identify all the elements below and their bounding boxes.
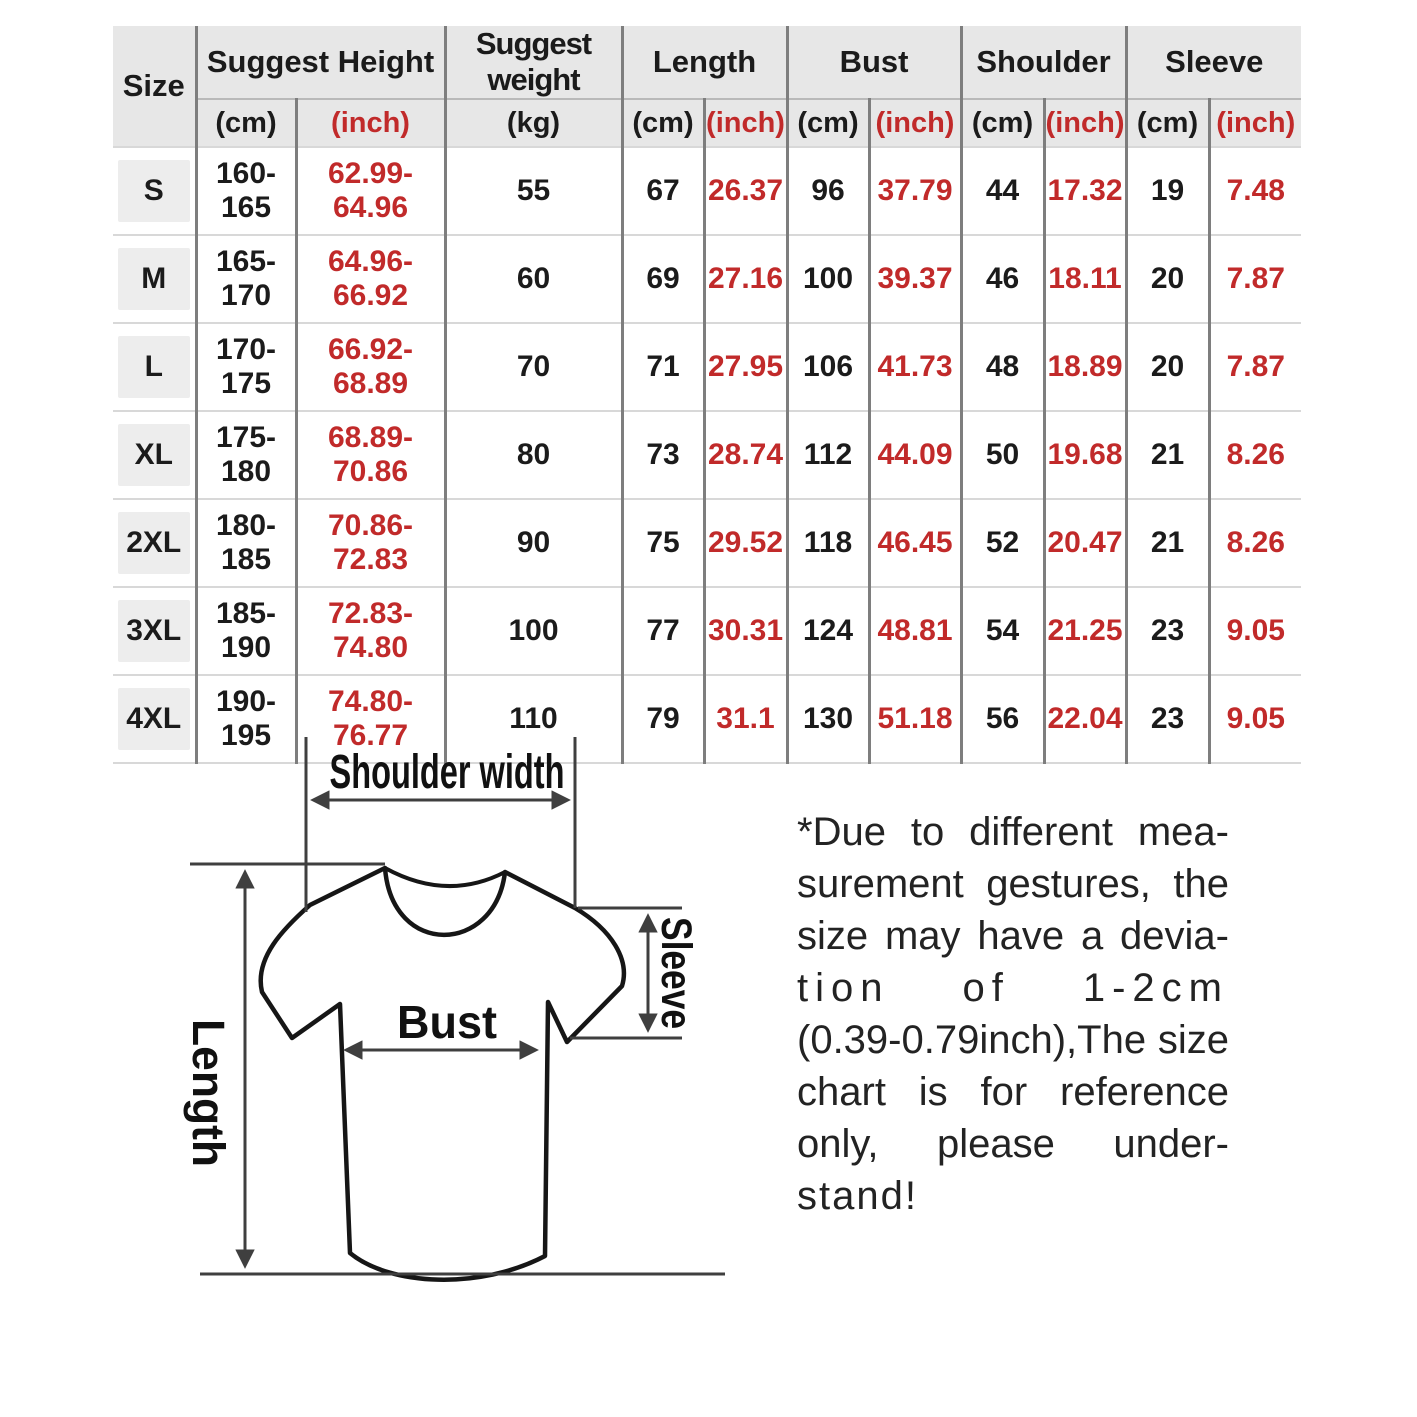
- tshirt-measurement-diagram: [100, 725, 780, 1350]
- cell-bust_cm: 106: [787, 323, 869, 411]
- cell-weight_kg: 70: [445, 323, 622, 411]
- cell-length_inch: 27.16: [704, 235, 787, 323]
- cell-bust_cm: 112: [787, 411, 869, 499]
- cell-shoulder_cm: 44: [961, 147, 1044, 235]
- disclaimer-line: size may have a devia-: [797, 914, 1229, 958]
- cell-sleeve_inch: 7.87: [1209, 235, 1301, 323]
- cell-length_cm: 77: [622, 587, 704, 675]
- unit-sleeve-inch: (inch): [1209, 99, 1301, 147]
- cell-sleeve_cm: 21: [1126, 411, 1209, 499]
- cell-bust_cm: 100: [787, 235, 869, 323]
- cell-height_inch: 64.96-66.92: [296, 235, 445, 323]
- cell-shoulder_cm: 56: [961, 675, 1044, 763]
- cell-weight_kg: 90: [445, 499, 622, 587]
- header-group-row: [113, 26, 1301, 99]
- cell-weight_kg: 60: [445, 235, 622, 323]
- size-chip: S: [118, 160, 190, 222]
- unit-length-inch: (inch): [704, 99, 787, 147]
- cell-height_inch: 72.83-74.80: [296, 587, 445, 675]
- col-header-suggest-weight: Suggest weight: [445, 26, 622, 99]
- cell-height_inch: 70.86-72.83: [296, 499, 445, 587]
- cell-bust_inch: 51.18: [869, 675, 961, 763]
- disclaimer-line: stand!: [797, 1174, 918, 1218]
- cell-sleeve_cm: 19: [1126, 147, 1209, 235]
- cell-length_inch: 28.74: [704, 411, 787, 499]
- cell-sleeve_inch: 8.26: [1209, 411, 1301, 499]
- size-table: [113, 26, 1301, 764]
- cell-bust_cm: 96: [787, 147, 869, 235]
- cell-sleeve_cm: 23: [1126, 675, 1209, 763]
- col-header-shoulder: Shoulder: [961, 26, 1126, 99]
- size-chip: 3XL: [118, 600, 190, 662]
- cell-height_cm: 180-185: [196, 499, 296, 587]
- cell-size: [113, 411, 196, 499]
- size-chip: XL: [118, 424, 190, 486]
- disclaimer-line: surement gestures, the: [797, 862, 1229, 906]
- col-header-bust: Bust: [787, 26, 961, 99]
- cell-length_inch: 26.37: [704, 147, 787, 235]
- cell-size: [113, 147, 196, 235]
- tshirt-back-neckline: [385, 868, 505, 886]
- cell-height_inch: 62.99-64.96: [296, 147, 445, 235]
- cell-sleeve_cm: 20: [1126, 323, 1209, 411]
- tshirt-outline: [261, 868, 624, 1280]
- cell-size: [113, 323, 196, 411]
- cell-sleeve_cm: 20: [1126, 235, 1209, 323]
- size-table-body: [113, 147, 1301, 763]
- table-row: [113, 411, 1301, 499]
- cell-height_inch: 68.89-70.86: [296, 411, 445, 499]
- size-chip: 4XL: [118, 688, 190, 750]
- col-header-length: Length: [622, 26, 787, 99]
- cell-length_cm: 75: [622, 499, 704, 587]
- cell-shoulder_cm: 48: [961, 323, 1044, 411]
- disclaimer-line: tion of 1-2cm: [797, 966, 1229, 1010]
- measurement-disclaimer: [797, 806, 1229, 1222]
- cell-length_cm: 79: [622, 675, 704, 763]
- cell-shoulder_cm: 52: [961, 499, 1044, 587]
- shoulder-width-label: Shoulder width: [329, 746, 565, 799]
- cell-sleeve_inch: 9.05: [1209, 675, 1301, 763]
- cell-shoulder_inch: 18.89: [1044, 323, 1126, 411]
- col-header-size: Size: [113, 26, 196, 147]
- cell-height_cm: 185-190: [196, 587, 296, 675]
- cell-height_inch: 74.80-76.77: [296, 675, 445, 763]
- cell-weight_kg: 55: [445, 147, 622, 235]
- cell-sleeve_cm: 23: [1126, 587, 1209, 675]
- cell-shoulder_cm: 50: [961, 411, 1044, 499]
- cell-size: [113, 235, 196, 323]
- cell-shoulder_cm: 46: [961, 235, 1044, 323]
- cell-shoulder_inch: 22.04: [1044, 675, 1126, 763]
- cell-bust_inch: 46.45: [869, 499, 961, 587]
- cell-bust_inch: 37.79: [869, 147, 961, 235]
- cell-length_inch: 31.1: [704, 675, 787, 763]
- cell-bust_inch: 44.09: [869, 411, 961, 499]
- cell-size: [113, 587, 196, 675]
- header-units-row: [113, 99, 1301, 147]
- disclaimer-line: (0.39-0.79inch),The size: [797, 1018, 1229, 1062]
- cell-sleeve_inch: 7.87: [1209, 323, 1301, 411]
- cell-length_cm: 71: [622, 323, 704, 411]
- cell-sleeve_cm: 21: [1126, 499, 1209, 587]
- cell-height_cm: 175-180: [196, 411, 296, 499]
- cell-length_cm: 73: [622, 411, 704, 499]
- cell-length_cm: 67: [622, 147, 704, 235]
- unit-bust-inch: (inch): [869, 99, 961, 147]
- unit-shoulder-cm: (cm): [961, 99, 1044, 147]
- cell-length_inch: 30.31: [704, 587, 787, 675]
- table-row: [113, 587, 1301, 675]
- size-chip: L: [118, 336, 190, 398]
- cell-height_cm: 190-195: [196, 675, 296, 763]
- cell-bust_cm: 130: [787, 675, 869, 763]
- size-table-header: [113, 26, 1301, 147]
- unit-weight-kg: (kg): [445, 99, 622, 147]
- length-label: Length: [183, 1019, 234, 1169]
- unit-length-cm: (cm): [622, 99, 704, 147]
- cell-weight_kg: 110: [445, 675, 622, 763]
- table-row: [113, 499, 1301, 587]
- cell-shoulder_cm: 54: [961, 587, 1044, 675]
- cell-shoulder_inch: 20.47: [1044, 499, 1126, 587]
- cell-bust_inch: 39.37: [869, 235, 961, 323]
- unit-sleeve-cm: (cm): [1126, 99, 1209, 147]
- cell-shoulder_inch: 17.32: [1044, 147, 1126, 235]
- cell-length_inch: 29.52: [704, 499, 787, 587]
- cell-length_cm: 69: [622, 235, 704, 323]
- table-row: [113, 147, 1301, 235]
- cell-shoulder_inch: 18.11: [1044, 235, 1126, 323]
- size-chip: M: [118, 248, 190, 310]
- cell-shoulder_inch: 21.25: [1044, 587, 1126, 675]
- cell-shoulder_inch: 19.68: [1044, 411, 1126, 499]
- col-header-suggest-height: Suggest Height: [196, 26, 445, 99]
- cell-bust_inch: 48.81: [869, 587, 961, 675]
- bust-label: Bust: [397, 996, 497, 1048]
- cell-bust_cm: 118: [787, 499, 869, 587]
- cell-height_cm: 160-165: [196, 147, 296, 235]
- unit-height-inch: (inch): [296, 99, 445, 147]
- cell-height_inch: 66.92-68.89: [296, 323, 445, 411]
- cell-height_cm: 170-175: [196, 323, 296, 411]
- size-chip: 2XL: [118, 512, 190, 574]
- cell-length_inch: 27.95: [704, 323, 787, 411]
- sleeve-label: Sleeve: [652, 917, 700, 1054]
- table-row: [113, 235, 1301, 323]
- unit-bust-cm: (cm): [787, 99, 869, 147]
- cell-sleeve_inch: 9.05: [1209, 587, 1301, 675]
- cell-bust_cm: 124: [787, 587, 869, 675]
- unit-shoulder-inch: (inch): [1044, 99, 1126, 147]
- cell-bust_inch: 41.73: [869, 323, 961, 411]
- table-row: [113, 323, 1301, 411]
- col-header-sleeve: Sleeve: [1126, 26, 1301, 99]
- disclaimer-line: *Due to different mea-: [797, 810, 1229, 854]
- cell-size: [113, 499, 196, 587]
- unit-height-cm: (cm): [196, 99, 296, 147]
- cell-sleeve_inch: 7.48: [1209, 147, 1301, 235]
- disclaimer-line: only, please under-: [797, 1122, 1229, 1166]
- cell-sleeve_inch: 8.26: [1209, 499, 1301, 587]
- disclaimer-line: chart is for reference: [797, 1070, 1229, 1114]
- cell-weight_kg: 80: [445, 411, 622, 499]
- cell-weight_kg: 100: [445, 587, 622, 675]
- cell-height_cm: 165-170: [196, 235, 296, 323]
